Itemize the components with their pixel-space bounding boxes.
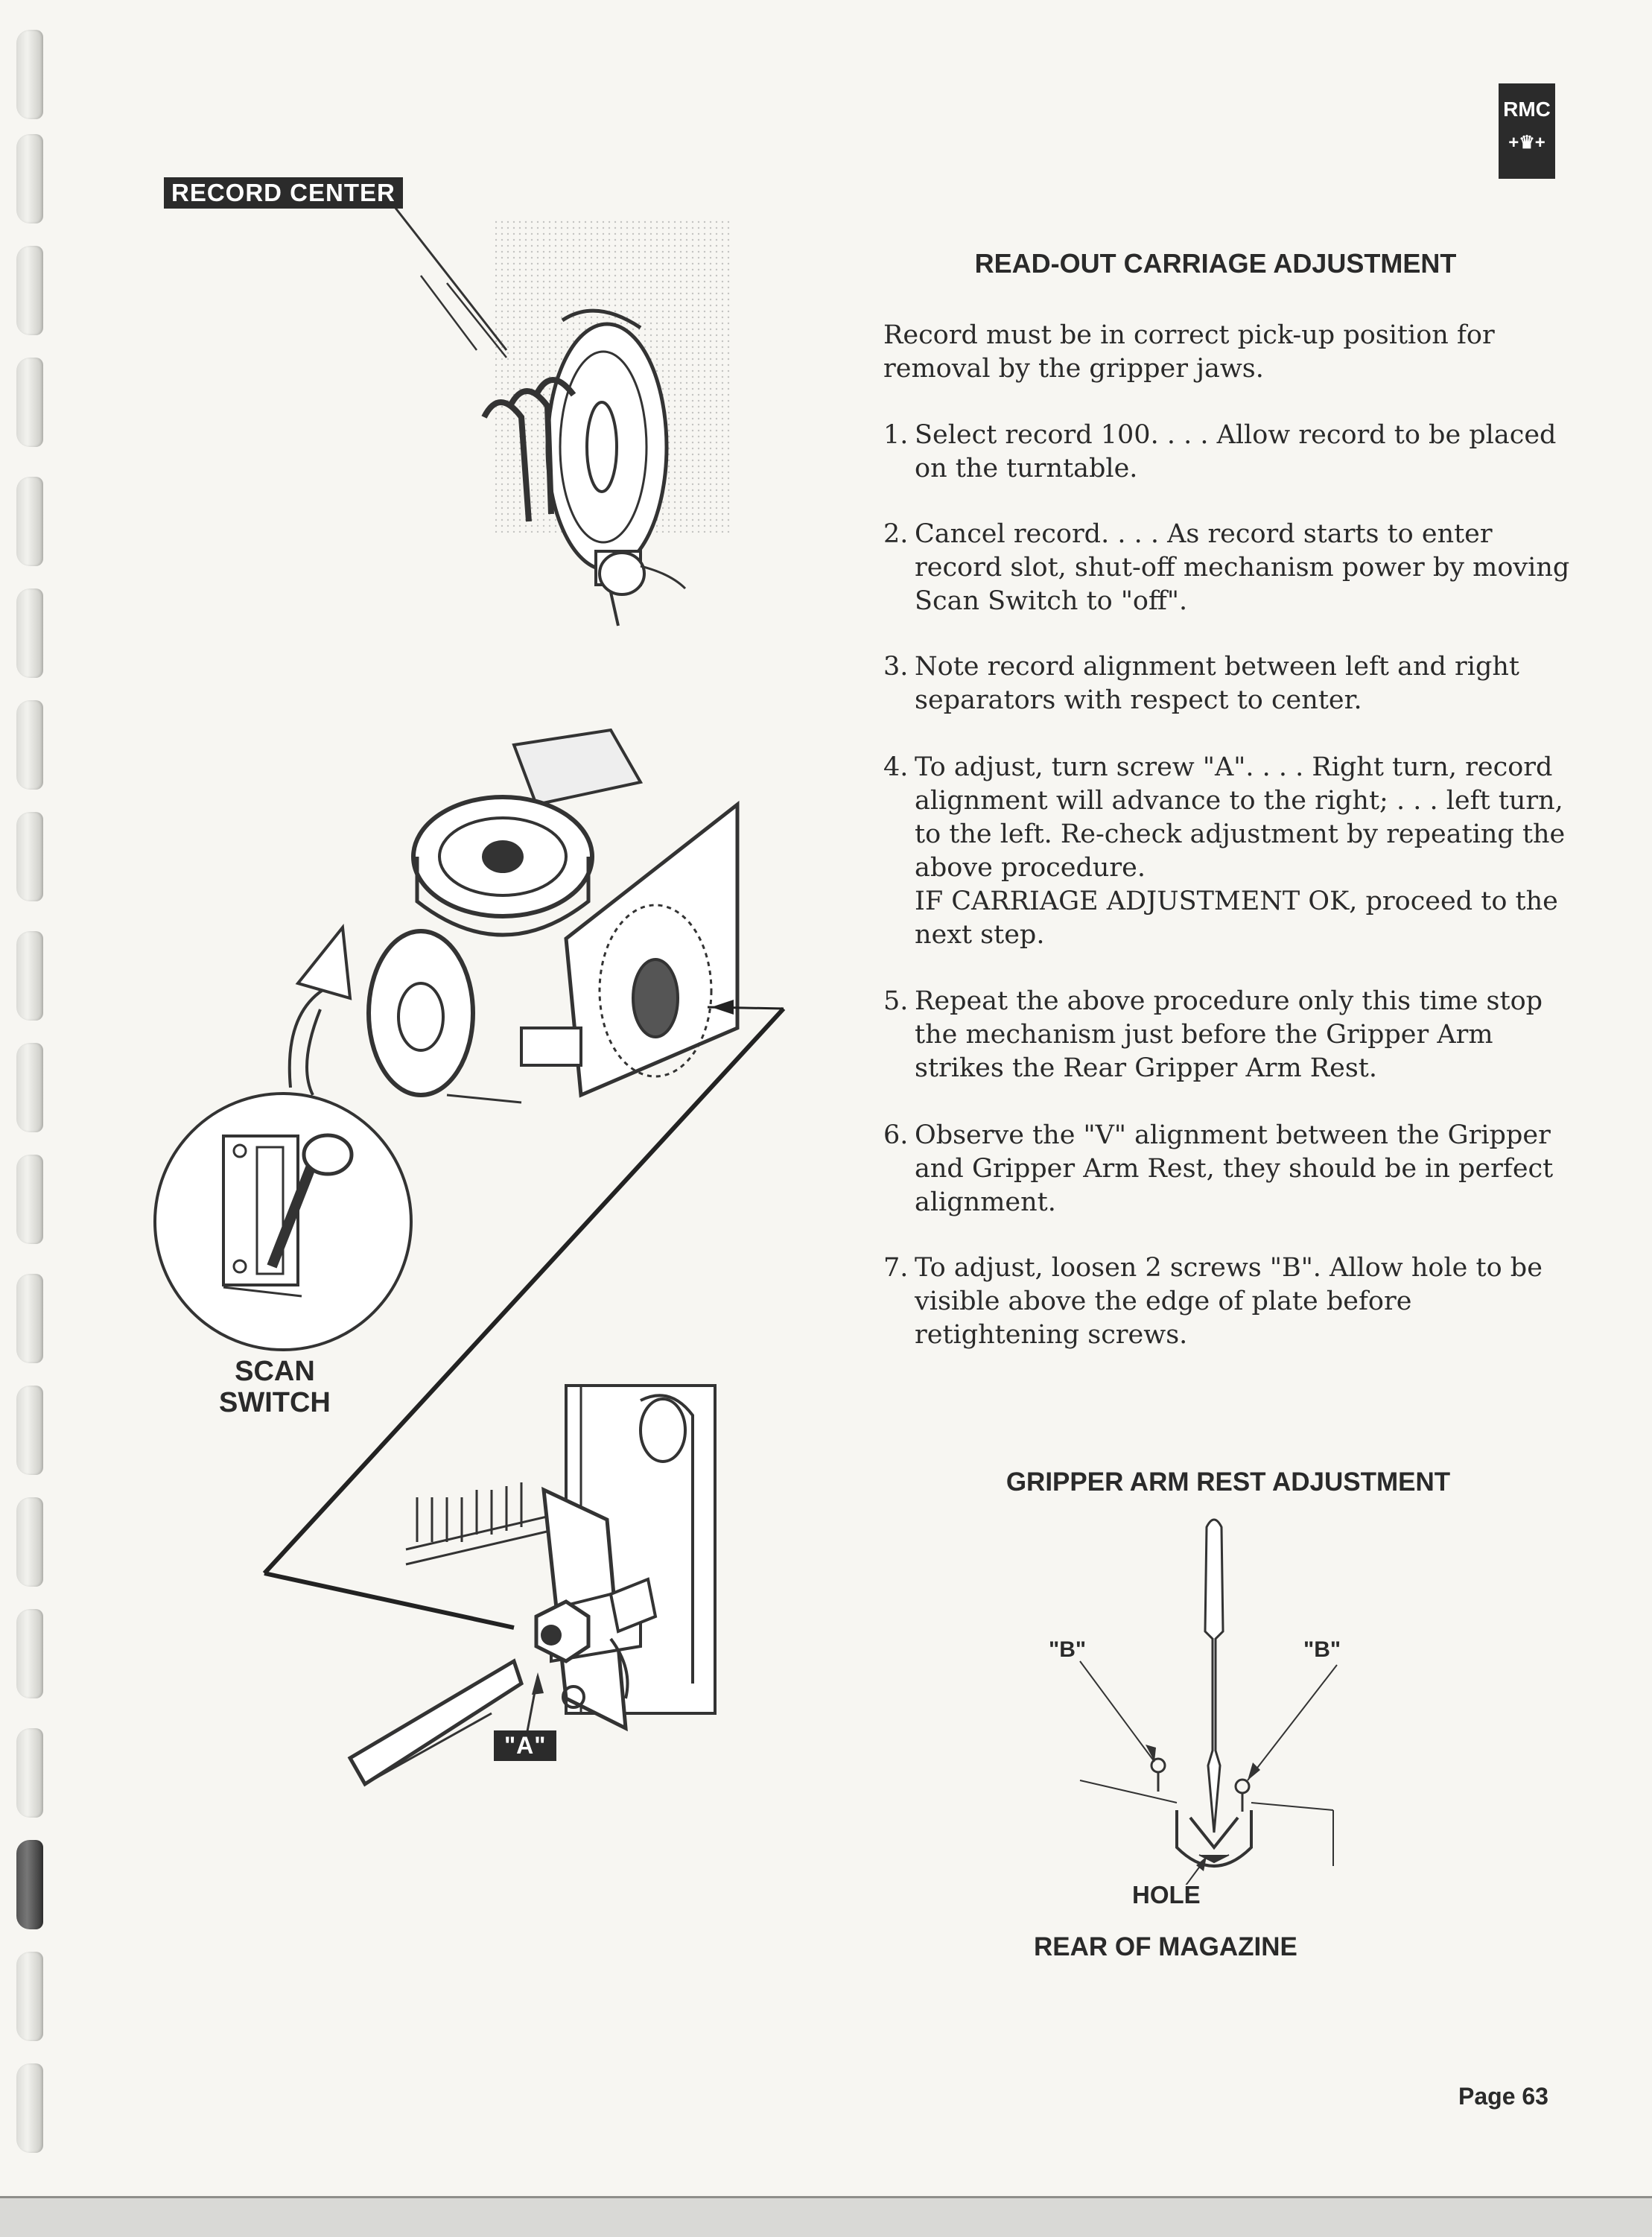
step-1 bbox=[883, 419, 1573, 486]
step-number: 2. bbox=[883, 519, 909, 549]
step-2 bbox=[883, 518, 1573, 618]
rmc-logo bbox=[1499, 83, 1555, 179]
step-text: Cancel record. . . . As record starts to enter record slot, shut-off mechanism power by moving Scan Switch to "off". bbox=[915, 519, 1570, 616]
page-number: Page 63 bbox=[1458, 2083, 1548, 2110]
section-heading: READ-OUT CARRIAGE ADJUSTMENT bbox=[974, 248, 1457, 279]
label-b-left: "B" bbox=[1049, 1637, 1087, 1662]
screw-a-label: "A" bbox=[494, 1730, 556, 1761]
rmc-logo-crown: +♛+ bbox=[1508, 133, 1545, 153]
step-text: To adjust, turn screw "A". . . . Right turn, record alignment will advance to the right; . . . left turn, to the left. Re-check adjustment by repeating the above procedure. bbox=[915, 752, 1566, 883]
step-note: IF CARRIAGE ADJUSTMENT OK, proceed to the next step. bbox=[915, 886, 1558, 950]
scan-switch-detail bbox=[155, 1094, 411, 1350]
label-hole: HOLE bbox=[1132, 1881, 1201, 1908]
step-number: 1. bbox=[883, 420, 909, 450]
step-text: Repeat the above procedure only this time stop the mechanism just before the Gripper Arm strikes the Rear Gripper Arm Rest. bbox=[915, 986, 1543, 1083]
mechanism-illustration bbox=[369, 730, 737, 1102]
rmc-logo-text: RMC bbox=[1503, 98, 1551, 121]
step-number: 4. bbox=[883, 752, 909, 782]
scan-switch-label bbox=[219, 1356, 331, 1418]
record-center-label: RECORD CENTER bbox=[164, 177, 403, 209]
gripper-arm-diagram bbox=[1058, 1512, 1385, 1885]
step-7 bbox=[883, 1251, 1573, 1352]
step-text: Note record alignment between left and right separators with respect to center. bbox=[915, 652, 1519, 715]
step-number: 7. bbox=[883, 1253, 909, 1283]
step-number: 5. bbox=[883, 986, 909, 1016]
left-illustrations bbox=[0, 0, 834, 1937]
binder-ring bbox=[16, 1952, 43, 2041]
step-3 bbox=[883, 650, 1573, 717]
step-number: 3. bbox=[883, 652, 909, 682]
step-6 bbox=[883, 1119, 1573, 1219]
step-text: Select record 100. . . . Allow record to be placed on the turntable. bbox=[915, 420, 1557, 483]
step-text: Observe the "V" alignment between the Gripper and Gripper Arm Rest, they should be in perfect alignment. bbox=[915, 1120, 1554, 1217]
step-5 bbox=[883, 985, 1573, 1085]
gripper-figure-title: GRIPPER ARM REST ADJUSTMENT bbox=[1006, 1467, 1451, 1497]
screw-a-illustration bbox=[350, 1386, 715, 1784]
scan-bottom-edge bbox=[0, 2196, 1652, 2237]
step-number: 6. bbox=[883, 1120, 909, 1150]
binder-ring bbox=[16, 2063, 43, 2153]
record-center-illustration bbox=[395, 207, 732, 626]
scan-switch-line1: SCAN bbox=[235, 1356, 315, 1387]
label-b-right: "B" bbox=[1303, 1637, 1341, 1662]
intro-paragraph: Record must be in correct pick-up position for removal by the gripper jaws. bbox=[883, 320, 1495, 384]
step-text: To adjust, loosen 2 screws "B". Allow hole to be visible above the edge of plate before retightening screws. bbox=[915, 1253, 1543, 1350]
gripper-figure-caption: REAR OF MAGAZINE bbox=[1034, 1932, 1297, 1961]
step-4 bbox=[883, 751, 1573, 952]
scan-switch-line2: SWITCH bbox=[219, 1387, 331, 1418]
